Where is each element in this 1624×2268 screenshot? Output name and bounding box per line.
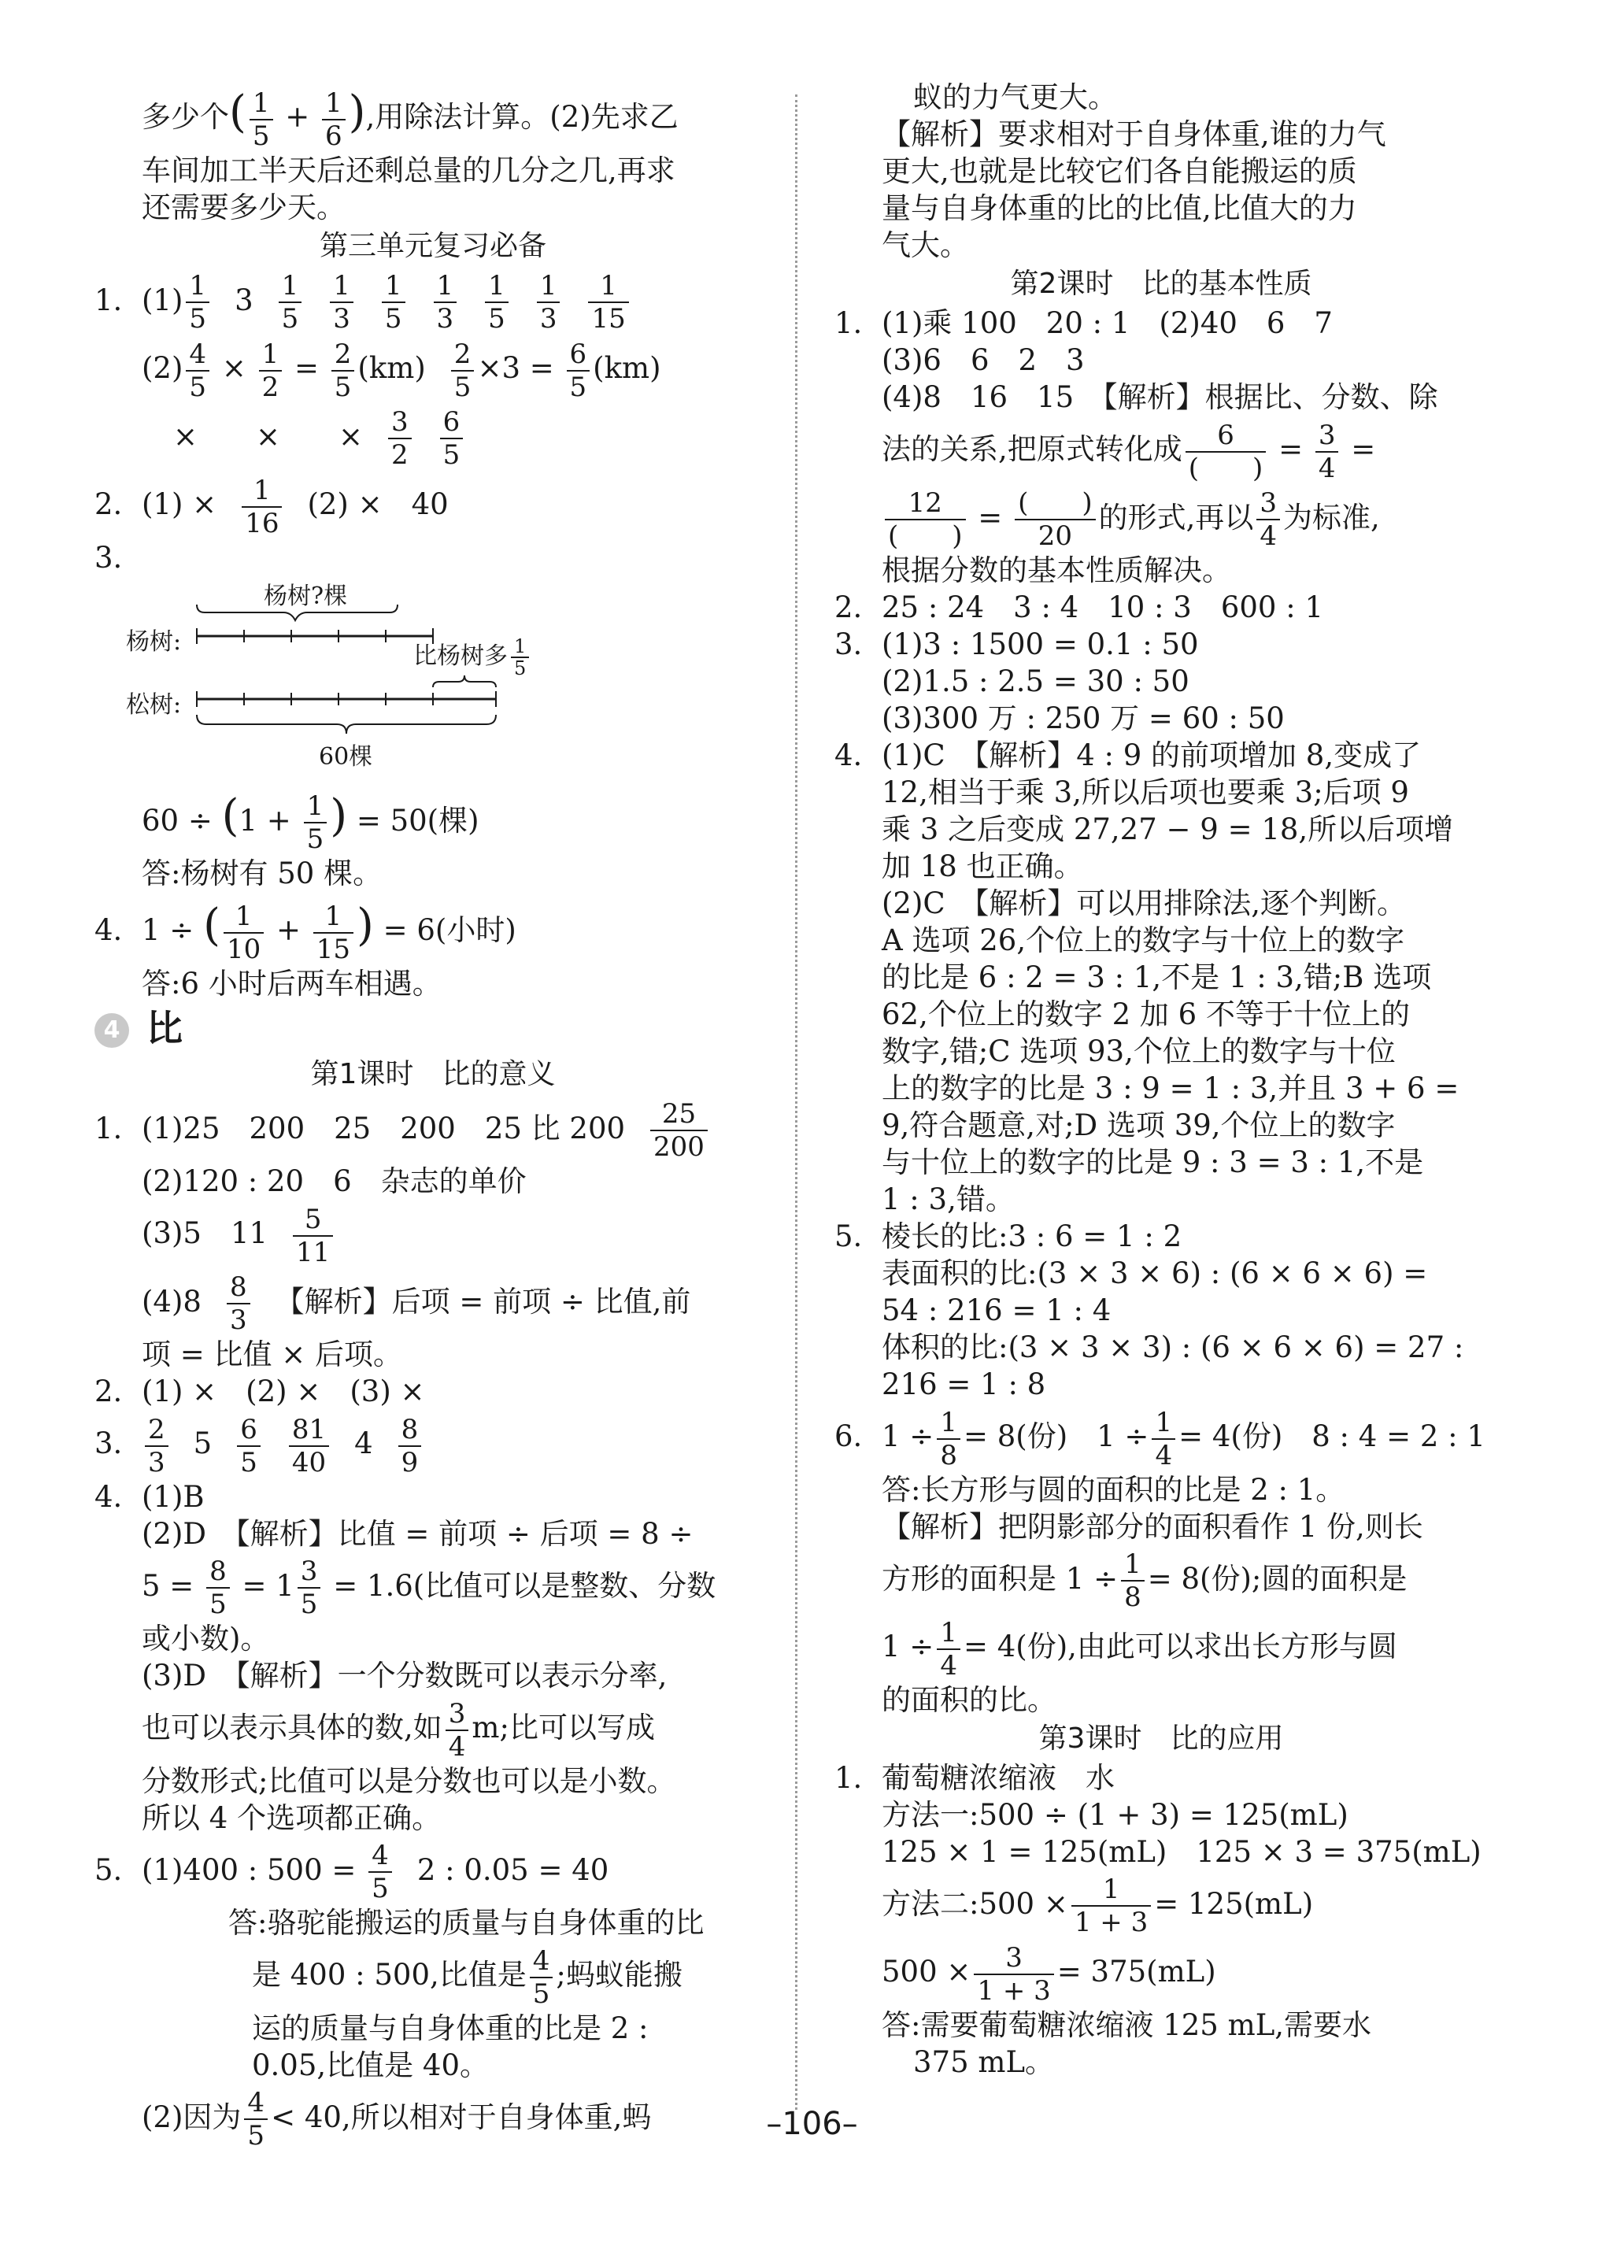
l2-q5-c1: 体积的比:(3 × 3 × 3) : (6 × 6 × 6) = 27 : bbox=[882, 1330, 1464, 1364]
unit-badge: 4 bbox=[94, 1013, 129, 1048]
l2-q4-b7: 9,符合题意,对;D 选项 39,个位上的数字 bbox=[882, 1108, 1396, 1142]
l1-q4-c2: 也可以表示具体的数,如 $\frac{3}{4}$ m;比可以写成 bbox=[142, 1697, 655, 1763]
l1-q1-a: 1. (1)25 200 25 200 25 比 200 $\frac{25}{200}$ bbox=[94, 1095, 771, 1164]
l2-q4-a4: 加 18 也正确。 bbox=[882, 849, 1083, 883]
answer-q4: 4. 1 ÷ ( $\frac{1}{10}$ + $\frac{1}{15}$ ) = 6(小时) bbox=[94, 900, 516, 965]
l1-q3: 3. $\frac{2}{3}$ 5 $\frac{6}{5}$ $\frac{81}{40}$ 4 $\frac{8}{9}$ bbox=[94, 1410, 771, 1478]
answer-q1-line2: (2) $\frac{4}{5}$ × $\frac{1}{2}$ = $\frac{2}{5}$ (km) $\frac{2}{5}$ ×3 = $\frac{6}{5}$ (km) bbox=[142, 338, 661, 403]
l2-q4-b6: 上的数字的比是 3 : 9 = 1 : 3,并且 3 + 6 = bbox=[882, 1071, 1459, 1105]
l2-q5-b2: 54 : 216 = 1 : 4 bbox=[882, 1293, 1112, 1327]
l3-q1-d: 方法二:500 × $\frac{1}{1 + 3}$ = 125(mL) bbox=[882, 1874, 1314, 1938]
l1-q1-d: (4)8 $\frac{8}{3}$ 【解析】后项 = 前项 ÷ 比值,前 bbox=[142, 1271, 691, 1336]
poplar-total-label: 杨树?棵 bbox=[264, 582, 348, 610]
l1-q5-b: (2)因为 $\frac{4}{5}$ < 40,所以相对于自身体重,蚂 bbox=[142, 2087, 652, 2151]
l2-q4-a1: 4. (1)C 【解析】4 : 9 的前项增加 8,变成了 bbox=[834, 738, 1422, 772]
l1-q4-b2: 5 = $\frac{8}{5}$ = 1 $\frac{3}{5}$ = 1.6(比值可以是整数、分数 bbox=[142, 1556, 716, 1620]
text-line: 蚁的力气更大。 bbox=[913, 80, 1117, 114]
l1-q5-a: 5. (1)400 : 500 = $\frac{4}{5}$ 2 : 0.05 = 40 bbox=[94, 1840, 609, 1904]
l1-q4-a: 4. (1)B bbox=[94, 1479, 205, 1514]
text-line: 更大,也就是比较它们各自能搬运的质 bbox=[882, 154, 1357, 188]
l2-q4-b8: 与十位上的数字的比是 9 : 3 = 3 : 1,不是 bbox=[882, 1145, 1424, 1179]
l2-q4-a3: 乘 3 之后变成 27,27 − 9 = 18,所以后项增 bbox=[882, 812, 1454, 846]
text-line: 多少个( $\frac{1}{5}$ + $\frac{1}{6}$ ),用除法计算。(2)先求乙 bbox=[142, 87, 679, 152]
l2-q5-a: 5. 棱长的比:3 : 6 = 1 : 2 bbox=[834, 1219, 1182, 1253]
pine-total-label: 60棵 bbox=[319, 742, 373, 771]
column-divider bbox=[795, 94, 797, 2110]
l2-q3-a: 3. (1)3 : 1500 = 0.1 : 50 bbox=[834, 627, 1199, 661]
l2-q1-d: 法的关系,把原式转化成 $\frac{6}{( )}$ = $\frac{3}{4}$ = bbox=[882, 419, 1376, 484]
l2-q6-a: 6. 1 ÷ $\frac{1}{8}$ = 8(份) 1 ÷ $\frac{1}{4}$ = 4(份) 8 : 4 = 2 : 1 bbox=[834, 1406, 1485, 1471]
page-number: –106– bbox=[766, 2106, 858, 2142]
l2-q6-r3: 1 ÷ $\frac{1}{4}$ = 4(份),由此可以求出长方形与圆 bbox=[882, 1616, 1397, 1682]
l1-q1-c: (3)5 11 $\frac{5}{11}$ bbox=[94, 1200, 771, 1268]
l3-q1-ans2: 375 mL。 bbox=[913, 2044, 1055, 2079]
l1-q5-ans2: 是 400 : 500,比值是 $\frac{4}{5}$ ;蚂蚁能搬 bbox=[252, 1944, 683, 2010]
l3-q1-b: 方法一:500 ÷ (1 + 3) = 125(mL) bbox=[882, 1797, 1348, 1832]
l1-q5-ans1: 答:骆驼能搬运的质量与自身体重的比 bbox=[228, 1906, 705, 1940]
text-line: 【解析】要求相对于自身体重,谁的力气 bbox=[882, 117, 1386, 151]
lesson-title: 第1课时 比的意义 bbox=[310, 1057, 556, 1090]
answer-q2: 2. (1) × $\frac{1}{16}$ (2) × 40 bbox=[94, 474, 449, 539]
tree-diagram bbox=[126, 581, 771, 778]
fraction: $\frac{1}{6}$ bbox=[322, 87, 346, 152]
l1-q4-b1: (2)D 【解析】比值 = 前项 ÷ 后项 = 8 ÷ bbox=[142, 1516, 694, 1551]
l2-q6-r4: 的面积的比。 bbox=[882, 1682, 1056, 1717]
l2-q6-r2: 方形的面积是 1 ÷ $\frac{1}{8}$ = 8(份);圆的面积是 bbox=[882, 1548, 1408, 1613]
l3-q1-a: 1. 葡萄糖浓缩液 水 bbox=[834, 1760, 1115, 1795]
left-column bbox=[94, 79, 771, 2151]
poplar-row-label: 杨树: bbox=[126, 627, 182, 656]
l2-q4-b2: A 选项 26,个位上的数字与十位上的数字 bbox=[882, 923, 1405, 957]
pine-row-label: 松树: bbox=[126, 690, 182, 719]
l3-q1-e: 500 × $\frac{3}{1 + 3}$ = 375(mL) bbox=[882, 1941, 1216, 2007]
l1-q4-c1: (3)D 【解析】一个分数既可以表示分率, bbox=[142, 1659, 668, 1693]
l2-q4-b3: 的比是 6 : 2 = 3 : 1,不是 1 : 3,错;B 选项 bbox=[882, 960, 1432, 994]
l2-q3-b: (2)1.5 : 2.5 = 30 : 50 bbox=[882, 664, 1189, 698]
answer-q3-label: 3. bbox=[94, 540, 123, 575]
unit-heading: 4 比 bbox=[94, 1002, 771, 1054]
text-line: 量与自身体重的比的比值,比值大的力 bbox=[882, 191, 1357, 225]
text-line: 还需要多少天。 bbox=[142, 190, 346, 224]
l2-q4-b9: 1 : 3,错。 bbox=[882, 1182, 1015, 1216]
l2-q1-b: (3)6 6 2 3 bbox=[882, 343, 1085, 377]
l2-q5-b1: 表面积的比:(3 × 3 × 6) : (6 × 6 × 6) = bbox=[882, 1256, 1428, 1290]
l2-q4-b4: 62,个位上的数字 2 加 6 不等于十位上的 bbox=[882, 997, 1410, 1031]
l2-q1-f: 根据分数的基本性质解决。 bbox=[882, 553, 1231, 587]
l2-q6-ans: 答:长方形与圆的面积的比是 2 : 1。 bbox=[882, 1472, 1345, 1507]
answer-q1-line3: × × × $\frac{3}{2}$ $\frac{6}{5}$ bbox=[94, 403, 771, 472]
more-label: 比杨树多 $\frac{1}{5}$ bbox=[413, 636, 532, 679]
lesson-title: 第2课时 比的基本性质 bbox=[1010, 268, 1312, 300]
l2-q4-a2: 12,相当于乘 3,所以后项也要乘 3;后项 9 bbox=[882, 775, 1409, 809]
fraction: $\frac{1}{5}$ bbox=[250, 87, 273, 152]
l1-q1-b: (2)120 : 20 6 杂志的单价 bbox=[142, 1164, 527, 1198]
answer-q3-equation: 60 ÷ (1 + $\frac{1}{5}$ ) = 50(棵) bbox=[142, 790, 479, 855]
answer-q3-ans: 答:杨树有 50 棵。 bbox=[142, 857, 383, 890]
right-column bbox=[834, 79, 1488, 2081]
l1-q4-b3: 或小数)。 bbox=[142, 1622, 270, 1656]
text-line: 气大。 bbox=[882, 228, 969, 262]
l2-q4-b1: (2)C 【解析】可以用排除法,逐个判断。 bbox=[882, 886, 1406, 920]
l2-q4-b5: 数字,错;C 选项 93,个位上的数字与十位 bbox=[882, 1034, 1396, 1068]
l2-q1-e: $\frac{12}{( )}$ = $\frac{( )}{20}$ 的形式,再以 $\frac{3}{4}$ 为标准, bbox=[834, 484, 1488, 553]
l1-q4-c4: 所以 4 个选项都正确。 bbox=[142, 1800, 442, 1835]
l3-q1-c: 125 × 1 = 125(mL) 125 × 3 = 375(mL) bbox=[882, 1834, 1482, 1869]
l2-q5-c2: 216 = 1 : 8 bbox=[882, 1367, 1046, 1401]
lesson-title: 第3课时 比的应用 bbox=[1038, 1722, 1284, 1755]
l1-q4-c3: 分数形式;比值可以是分数也可以是小数。 bbox=[142, 1763, 676, 1798]
l2-q1-a: 1. (1)乘 100 20 : 1 (2)40 6 7 bbox=[834, 306, 1333, 340]
segment-diagram-svg bbox=[126, 581, 677, 778]
l1-q1-d3: 项 = 比值 × 后项。 bbox=[142, 1337, 403, 1371]
l2-q1-c: (4)8 16 15 【解析】根据比、分数、除 bbox=[882, 380, 1438, 414]
l3-q1-ans1: 答:需要葡萄糖浓缩液 125 mL,需要水 bbox=[882, 2007, 1372, 2042]
l1-q5-ans4: 0.05,比值是 40。 bbox=[252, 2048, 489, 2082]
l1-q5-ans3: 运的质量与自身体重的比是 2 : bbox=[252, 2011, 649, 2045]
l2-q2: 2. 25 : 24 3 : 4 10 : 3 600 : 1 bbox=[834, 590, 1323, 624]
answer-q4-ans: 答:6 小时后两车相遇。 bbox=[142, 966, 442, 1001]
bottom-brace bbox=[197, 715, 496, 734]
l1-q2: 2. (1) × (2) × (3) × bbox=[94, 1374, 425, 1408]
section-title: 第三单元复习必备 bbox=[319, 229, 546, 262]
l2-q3-c: (3)300 万 : 250 万 = 60 : 50 bbox=[882, 701, 1285, 735]
l2-q6-r1: 【解析】把阴影部分的面积看作 1 份,则长 bbox=[882, 1509, 1423, 1544]
answer-q1-line1: 1. (1) $\frac{1}{5}$ 3 $\frac{1}{5}$ $\frac{1}{3}$ $\frac{1}{5}$ $\frac{1}{3}$ $\frac{1}{5}$ $\frac{1}{3}$ $\frac{1}{15}$ bbox=[94, 267, 771, 335]
text-line: 车间加工半天后还剩总量的几分之几,再求 bbox=[142, 153, 675, 187]
